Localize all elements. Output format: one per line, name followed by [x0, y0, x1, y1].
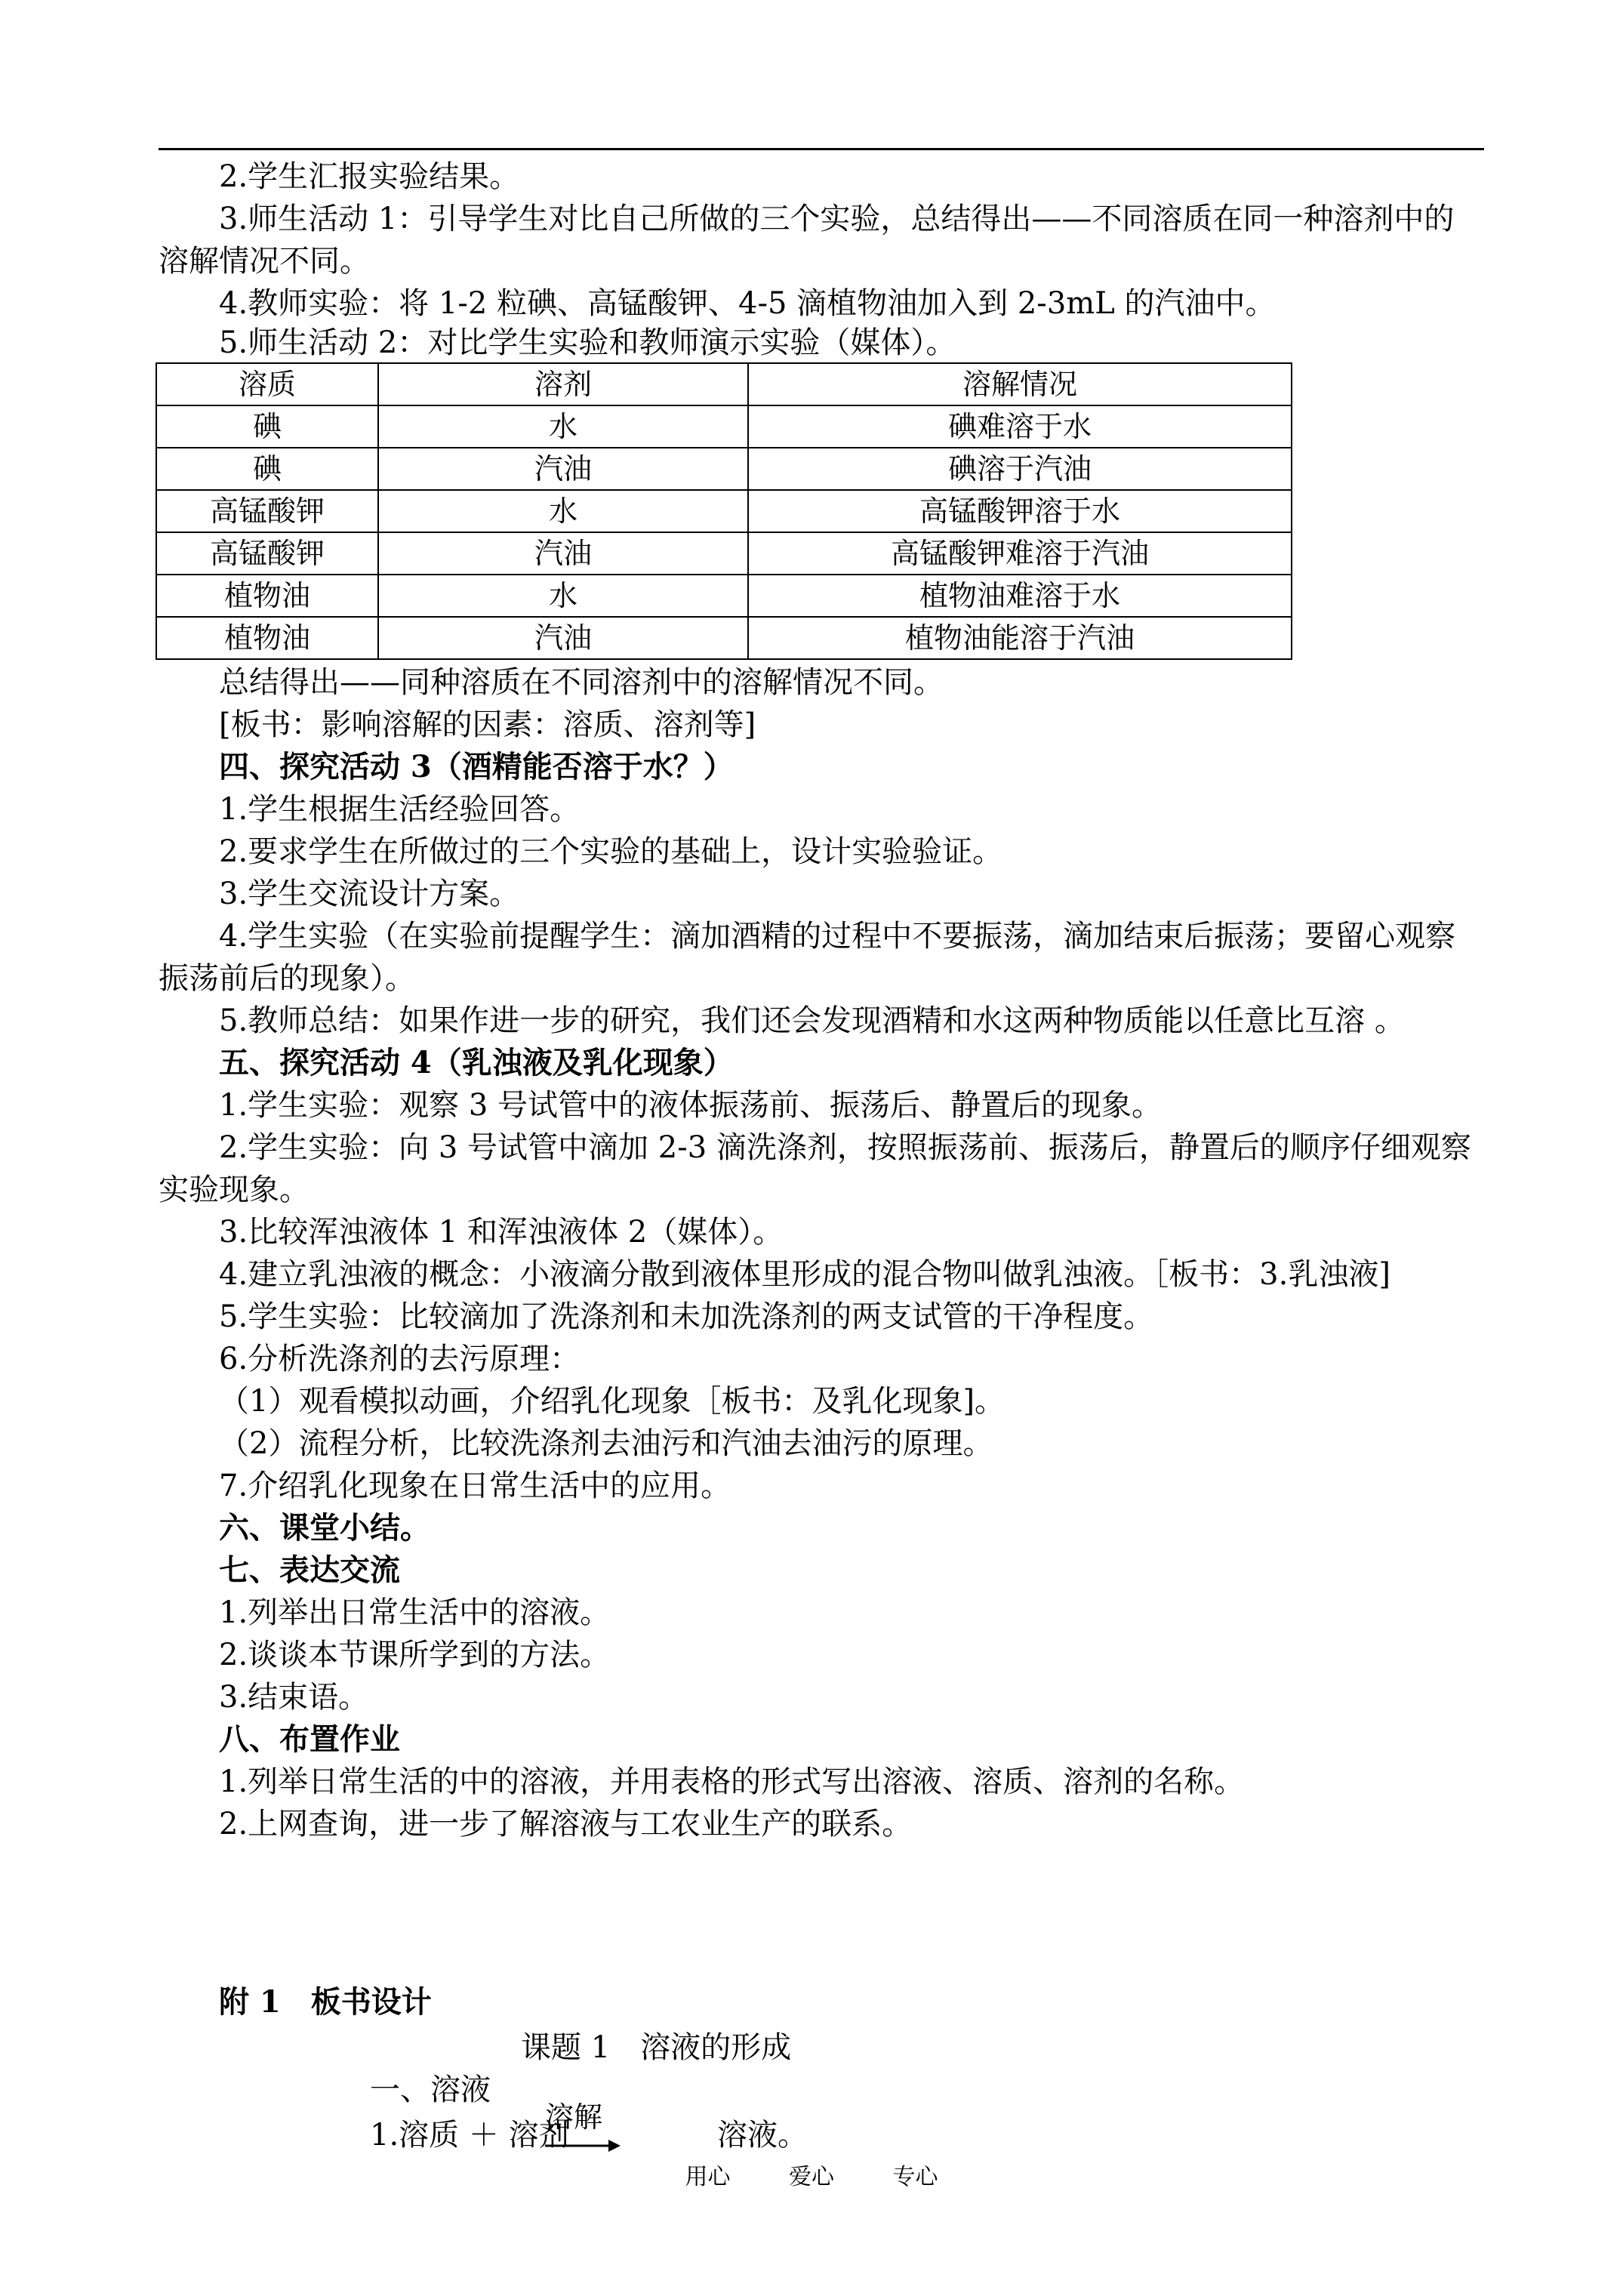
board-note: [板书：影响溶解的因素：溶质、溶剂等]: [219, 707, 756, 742]
footer-text: 专心: [892, 2164, 938, 2190]
paragraph: （1）观看模拟动画，介绍乳化现象［板书：及乳化现象]。: [219, 1384, 1006, 1419]
table-cell: 植物油能溶于汽油: [748, 617, 1292, 659]
table-cell: 高锰酸钾: [156, 490, 378, 532]
table-cell: 水: [378, 575, 748, 617]
paragraph: 4.建立乳浊液的概念：小液滴分散到液体里形成的混合物叫做乳浊液。［板书：3.乳浊液]: [219, 1257, 1390, 1292]
table-cell: 碘: [156, 448, 378, 490]
paragraph: 3.比较浑浊液体 1 和浑浊液体 2（媒体）。: [219, 1215, 784, 1250]
table-cell: 高锰酸钾难溶于汽油: [748, 532, 1292, 575]
table-row: [156, 490, 1292, 532]
page-footer: [0, 2158, 1623, 2191]
paragraph: 2.学生实验：向 3 号试管中滴加 2-3 滴洗涤剂，按照振荡前、振荡后，静置后的顺序仔细观察实验现象。: [159, 1130, 1471, 1207]
section-heading: 七、表达交流: [219, 1552, 400, 1588]
paragraph: 1.学生根据生活经验回答。: [219, 792, 581, 827]
paragraph: 5.学生实验：比较滴加了洗涤剂和未加洗涤剂的两支试管的干净程度。: [219, 1299, 1154, 1334]
paragraph: 1.学生实验：观察 3 号试管中的液体振荡前、振荡后、静置后的现象。: [219, 1088, 1163, 1123]
right-arrow-icon: [545, 2137, 621, 2155]
paragraph: 3.师生活动 1：引导学生对比自己所做的三个实验，总结得出——不同溶质在同一种溶剂中的溶解情况不同。: [159, 202, 1455, 279]
paragraph: 4.学生实验（在实验前提醒学生：滴加酒精的过程中不要振荡，滴加结束后振荡；要留心观察振荡前后的现象）。: [159, 919, 1456, 996]
table-header-row: [156, 363, 1292, 405]
section-heading: 八、布置作业: [219, 1721, 400, 1757]
table-cell: 汽油: [378, 617, 748, 659]
table-cell: 植物油: [156, 575, 378, 617]
appendix-heading: 附 1 板书设计: [219, 1984, 432, 2020]
table-row: [156, 617, 1292, 659]
table-cell: 水: [378, 490, 748, 532]
table-cell: 植物油难溶于水: [748, 575, 1292, 617]
paragraph: 7.介绍乳化现象在日常生活中的应用。: [219, 1469, 731, 1503]
paragraph: 2.上网查询，进一步了解溶液与工农业生产的联系。: [219, 1807, 913, 1841]
table-row: [156, 575, 1292, 617]
arrow-label: 溶解: [545, 2100, 603, 2134]
footer-text: 爱心: [789, 2164, 834, 2190]
table-header-cell: 溶质: [156, 363, 378, 405]
section-heading: 六、课堂小结。: [219, 1510, 430, 1546]
paragraph: 2.要求学生在所做过的三个实验的基础上，设计实验验证。: [219, 834, 1003, 869]
board-equation-right: 溶液。: [717, 2118, 808, 2153]
board-section: 一、溶液: [370, 2073, 491, 2107]
paragraph: （2）流程分析，比较洗涤剂去油污和汽油去油污的原理。: [219, 1426, 993, 1461]
paragraph: 5.教师总结：如果作进一步的研究，我们还会发现酒精和水这两种物质能以任意比互溶 。: [219, 1003, 1405, 1038]
paragraph: 1.列举日常生活的中的溶液，并用表格的形式写出溶液、溶质、溶剂的名称。: [219, 1764, 1245, 1799]
board-equation-left: 1.溶质 ＋ 溶剂: [370, 2118, 569, 2153]
table-header-cell: 溶剂: [378, 363, 748, 405]
table-cell: 水: [378, 405, 748, 448]
table-row: [156, 405, 1292, 448]
table-cell: 植物油: [156, 617, 378, 659]
paragraph: 5.师生活动 2：对比学生实验和教师演示实验（媒体）。: [219, 325, 956, 360]
table-cell: 汽油: [378, 448, 748, 490]
section-heading: 四、探究活动 3（酒精能否溶于水？）: [219, 749, 734, 784]
paragraph: 3.学生交流设计方案。: [219, 877, 520, 911]
table-cell: 碘溶于汽油: [748, 448, 1292, 490]
table-cell: 高锰酸钾溶于水: [748, 490, 1292, 532]
table-cell: 碘难溶于水: [748, 405, 1292, 448]
footer-text: 用心: [685, 2164, 731, 2190]
header-rule: [159, 148, 1484, 150]
table-row: [156, 448, 1292, 490]
table-cell: 碘: [156, 405, 378, 448]
paragraph: 3.结束语。: [219, 1680, 369, 1715]
section-heading: 五、探究活动 4（乳浊液及乳化现象）: [219, 1045, 734, 1080]
paragraph: 2.学生汇报实验结果。: [219, 159, 520, 194]
lesson-topic: 课题 1 溶液的形成: [521, 2030, 792, 2065]
table-cell: 高锰酸钾: [156, 532, 378, 575]
paragraph: 4.教师实验：将 1-2 粒碘、高锰酸钾、4-5 滴植物油加入到 2-3mL 的汽油中。: [219, 286, 1276, 321]
solubility-table: [156, 362, 1291, 660]
paragraph: 6.分析洗涤剂的去污原理：: [219, 1342, 581, 1376]
table-cell: 汽油: [378, 532, 748, 575]
paragraph: 1.列举出日常生活中的溶液。: [219, 1595, 611, 1630]
paragraph: 总结得出——同种溶质在不同溶剂中的溶解情况不同。: [219, 665, 944, 700]
table-row: [156, 532, 1292, 575]
paragraph: 2.谈谈本节课所学到的方法。: [219, 1638, 611, 1672]
table-header-cell: 溶解情况: [748, 363, 1292, 405]
